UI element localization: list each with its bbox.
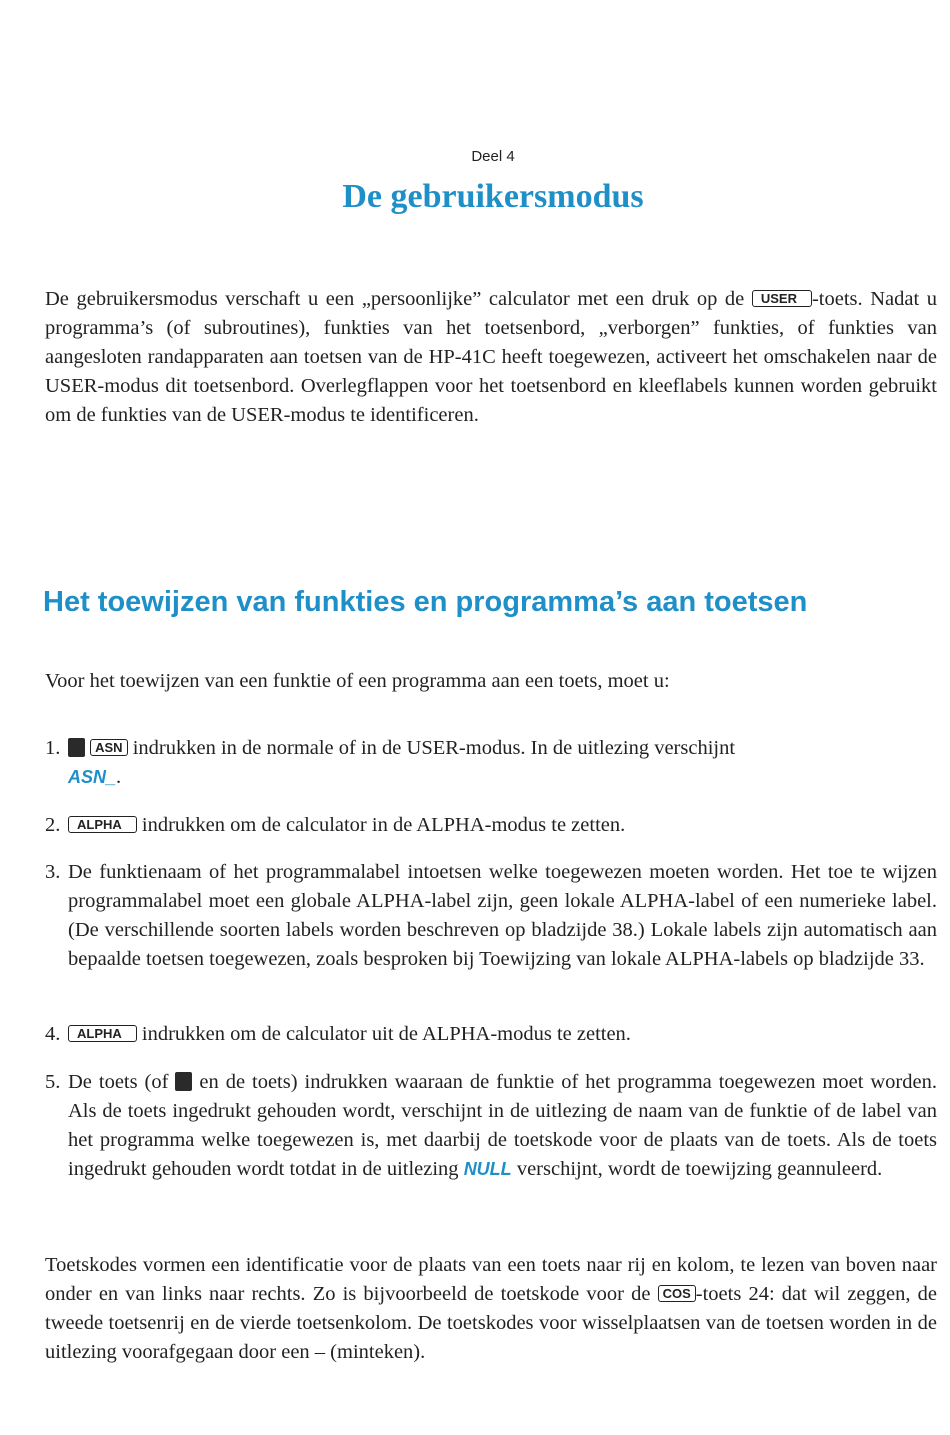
closing-text-1: Toetskodes vormen een identificatie voor de plaats van een toets naar rij en kolom, te lezen van boven naar onder en van links naar rechts. Zo is bijvoorbeeld de toetskode voor de — [45, 1254, 937, 1305]
alpha-key: ALPHA — [68, 1025, 137, 1042]
display-readout: ASN_ — [68, 767, 117, 787]
shift-key-icon — [175, 1072, 192, 1091]
step-text: De funktienaam of het programmalabel intoetsen welke toegewezen moeten worden. Het toe te wijzen programmalabel moet een globale ALPHA-label zijn, geen lokale ALPHA-label of een numerieke label. (De verschillende soorten labels worden beschreven op bladzijde 38.) Lokale labels zijn automatisch aan bepaalde toetsen toegewezen, zoals besproken bij Toewijzing van lokale ALPHA-labels op bladzijde 33. — [68, 861, 937, 970]
step-text-3: verschijnt, wordt de toewijzing geannuleerd. — [511, 1158, 883, 1180]
display-readout: NULL — [463, 1159, 512, 1179]
step-text-1: De toets (of — [68, 1071, 176, 1093]
chapter-title: De gebruikersmodus — [342, 178, 644, 215]
intro-text-1: De gebruikersmodus verschaft u een „persoonlijke” calculator met een druk op de — [45, 288, 752, 310]
intro-paragraph — [45, 285, 937, 430]
alpha-key: ALPHA — [68, 816, 137, 833]
step-number: 1. — [45, 737, 61, 759]
step-text: indrukken om de calculator uit de ALPHA-modus te zetten. — [136, 1023, 631, 1045]
closing-text-2: -toets 24: dat wil zeggen, de tweede toetsenrij en de vierde toetsenkolom. De toetskodes voor wisselplaatsen van de toetsen worden in de uitlezing voorafgegaan door een – (minteken). — [45, 1283, 937, 1363]
step-1 — [45, 734, 937, 792]
step-number: 5. — [45, 1071, 61, 1093]
step-2 — [45, 811, 937, 840]
user-key: USER — [752, 290, 812, 307]
cos-key: COS — [658, 1285, 696, 1302]
section-heading: Het toewijzen van funkties en programma’s aan toetsen — [43, 586, 808, 618]
step-text: indrukken om de calculator in de ALPHA-modus te zetten. — [136, 814, 626, 836]
step-4 — [45, 1020, 937, 1049]
step-number: 2. — [45, 814, 61, 836]
step-5 — [45, 1068, 937, 1184]
step-3 — [45, 858, 937, 974]
intro-text-2: -toets. Nadat u programma’s (of subroutines), funkties van het toetsenbord, „verborgen” funkties, of funkties van aangesloten randapparaten aan toetsen van de HP-41C heeft toegewezen, activeert het omschakelen naar de USER-modus dit toetsenbord. Overlegflappen voor het toetsenbord en kleeflabels kunnen worden gebruikt om de funkties van de USER-modus te identificeren. — [45, 288, 937, 426]
step-text-2: en de toets) indrukken waaraan de funktie of het programma toegewezen moet worden. Als de toets ingedrukt gehouden wordt, verschijnt in de uitlezing de naam van de funktie of de label van het programma welke toegewezen is, met daarbij de toetskode voor de plaats van de toets. Als de toets ingedrukt gehouden wordt totdat in de uitlezing — [68, 1071, 937, 1180]
section-lead: Voor het toewijzen van een funktie of een programma aan een toets, moet u: — [45, 670, 670, 692]
step-number: 3. — [45, 861, 61, 883]
asn-key: ASN — [90, 739, 127, 756]
shift-key-icon — [68, 738, 85, 757]
step-number: 4. — [45, 1023, 61, 1045]
step-text: indrukken in de normale of in de USER-modus. In de uitlezing verschijnt — [127, 737, 736, 759]
step-text-after: . — [116, 766, 122, 788]
part-label: Deel 4 — [471, 148, 515, 165]
closing-paragraph — [45, 1251, 937, 1367]
